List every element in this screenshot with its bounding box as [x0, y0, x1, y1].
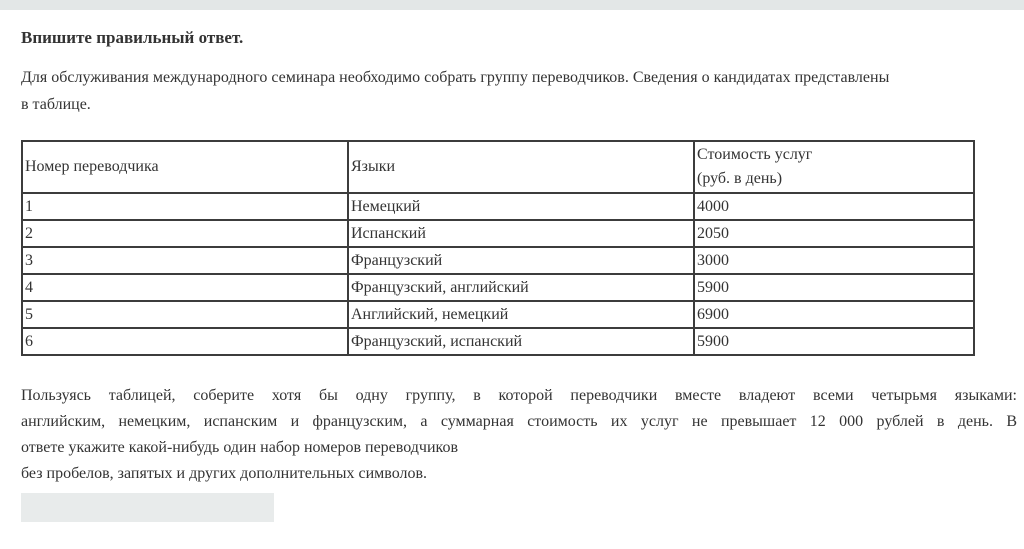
cell-number: 3	[22, 247, 348, 274]
cell-number: 4	[22, 274, 348, 301]
task-line-1: Пользуясь таблицей, соберите хотя бы одну группу, в которой переводчики вместе владеют всеми четырьмя языками:	[21, 387, 1017, 404]
cell-languages: Немецкий	[348, 193, 694, 220]
cell-cost: 5900	[694, 274, 974, 301]
cell-cost: 2050	[694, 220, 974, 247]
header-cost-line-1: Стоимость услуг	[697, 146, 813, 163]
intro-line-1: Для обслуживания международного семинара необходимо собрать группу переводчиков. Сведения о кандидатах представлены	[21, 69, 890, 86]
cell-cost: 5900	[694, 328, 974, 355]
cell-cost: 3000	[694, 247, 974, 274]
cell-number: 2	[22, 220, 348, 247]
cell-cost: 4000	[694, 193, 974, 220]
cell-languages: Французский, испанский	[348, 328, 694, 355]
table-row	[22, 328, 974, 355]
cell-languages: Испанский	[348, 220, 694, 247]
table-row	[22, 274, 974, 301]
task-paragraph	[21, 383, 1017, 487]
cell-languages: Французский	[348, 247, 694, 274]
intro-paragraph	[21, 64, 1017, 118]
cell-number: 5	[22, 301, 348, 328]
header-cost-line-2: (руб. в день)	[697, 170, 783, 187]
answer-input[interactable]	[21, 493, 274, 522]
question-page	[0, 27, 1024, 522]
page-title: Впишите правильный ответ.	[21, 28, 244, 47]
table-row	[22, 193, 974, 220]
task-line-2: английским, немецким, испанским и французским, а суммарная стоимость их услуг не превышает 12 000 рублей в день. В	[21, 413, 1017, 430]
table-header-row	[22, 141, 974, 193]
candidates-table	[21, 140, 975, 356]
cell-number: 6	[22, 328, 348, 355]
cell-number: 1	[22, 193, 348, 220]
task-line-3: ответе укажите какой-нибудь один набор номеров переводчиков	[21, 439, 459, 456]
header-cost	[694, 141, 974, 193]
table-row	[22, 247, 974, 274]
table-row	[22, 301, 974, 328]
cell-cost: 6900	[694, 301, 974, 328]
cell-languages: Английский, немецкий	[348, 301, 694, 328]
header-translator-number: Номер переводчика	[22, 141, 348, 193]
task-line-4: без пробелов, запятых и других дополнительных символов.	[21, 465, 428, 482]
table-row	[22, 220, 974, 247]
top-divider-bar	[0, 0, 1024, 10]
cell-languages: Французский, английский	[348, 274, 694, 301]
header-languages: Языки	[348, 141, 694, 193]
intro-line-2: в таблице.	[21, 96, 91, 113]
